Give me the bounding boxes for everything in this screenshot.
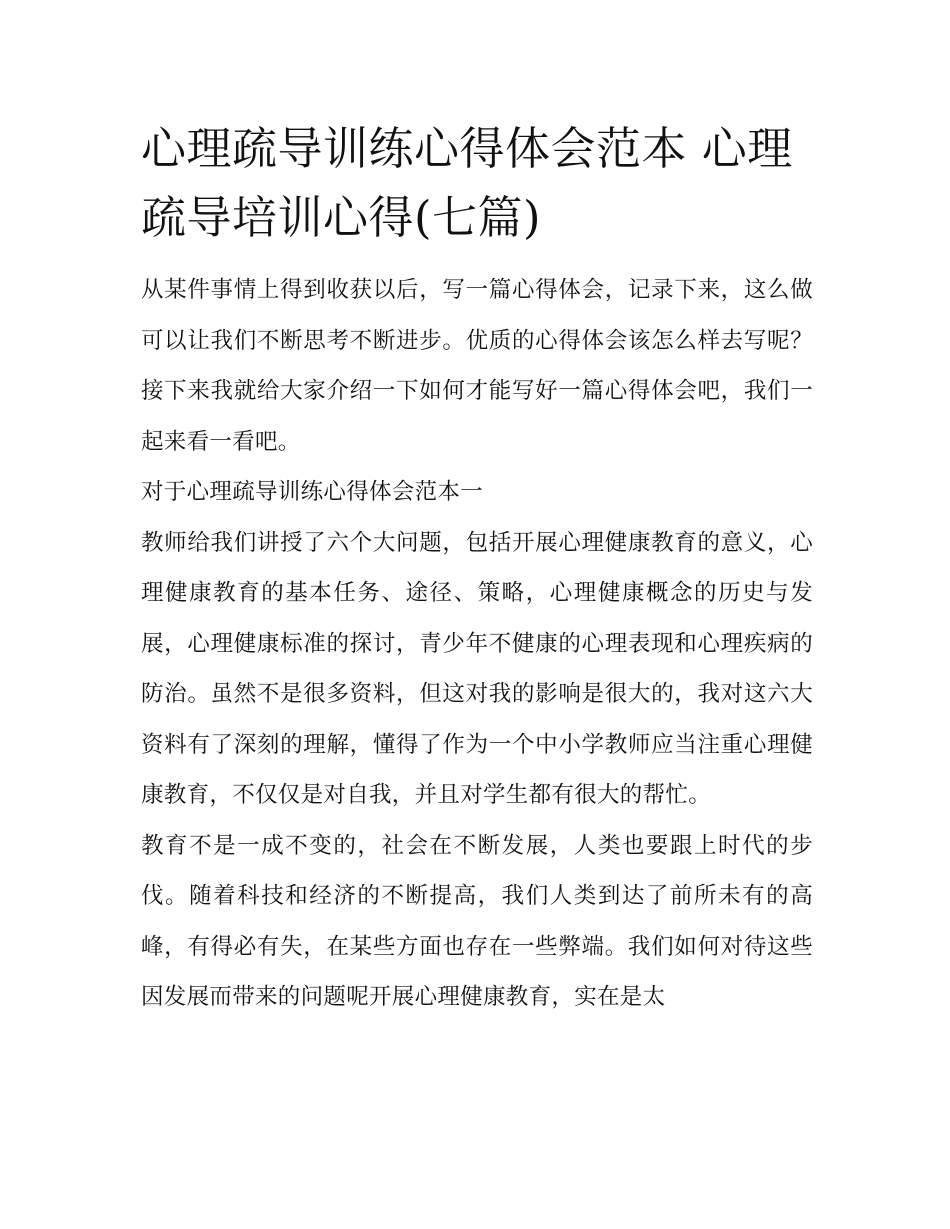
- body-paragraph: 教师给我们讲授了六个大问题，包括开展心理健康教育的意义，心理健康教育的基本任务、途径、策略，心理健康概念的历史与发展，心理健康标准的探讨，青少年不健康的心理表现和心理疾病的防治。虽然不是很多资料，但这对我的影响是很大的，我对这六大资料有了深刻的理解，懂得了作为一个中小学教师应当注重心理健康教育，不仅仅是对自我，并且对学生都有很大的帮忙。: [141, 529, 813, 808]
- intro-paragraph: 从某件事情上得到收获以后，写一篇心得体会，记录下来，这么做可以让我们不断思考不断进步。优质的心得体会该怎么样去写呢？接下来我就给大家介绍一下如何才能写好一篇心得体会吧，我们一起来看一看吧。: [141, 277, 813, 455]
- body-paragraph: 教育不是一成不变的，社会在不断发展，人类也要跟上时代的步伐。随着科技和经济的不断提高，我们人类到达了前所未有的高峰，有得必有失，在某些方面也存在一些弊端。我们如何对待这些因发展而带来的问题呢开展心理健康教育，实在是太: [141, 832, 813, 1010]
- section-heading: 对于心理疏导训练心得体会范本一: [141, 479, 484, 505]
- document-title: 心理疏导训练心得体会范本 心理疏导培训心得(七篇): [141, 122, 793, 244]
- document-body: [141, 114, 813, 1023]
